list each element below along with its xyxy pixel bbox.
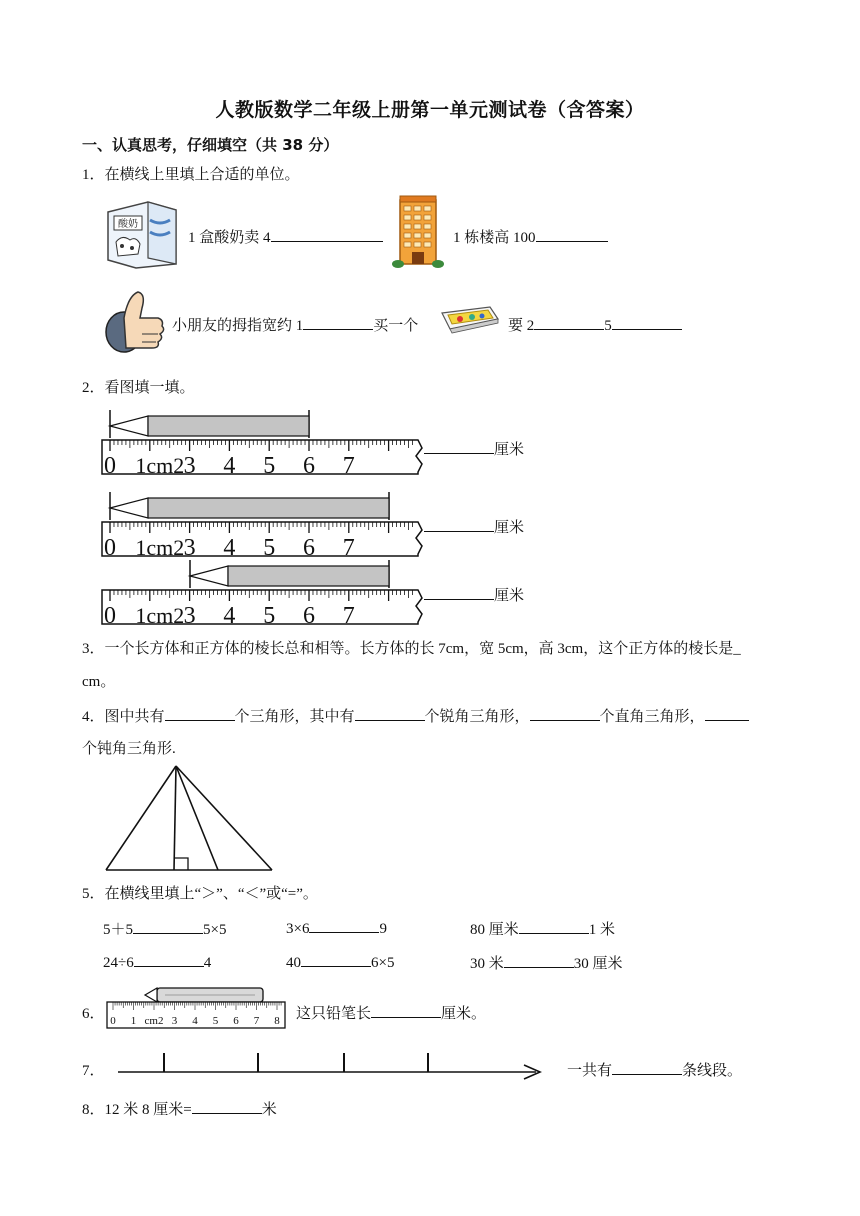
q1-stem: 1．在横线上里填上合适的单位。: [82, 167, 300, 183]
small-ruler-tick-label: 1: [130, 1015, 137, 1027]
triangle-figure: [100, 762, 280, 874]
pencil-case-image: [438, 303, 500, 335]
ruler-tick-label: 5: [263, 453, 276, 479]
ruler1-answer-blank[interactable]: [424, 439, 494, 454]
ruler3-answer-blank[interactable]: [424, 585, 494, 600]
small-ruler-tick-label: 3: [171, 1015, 178, 1027]
q5-blank-3[interactable]: [519, 919, 589, 934]
ruler-tick-label: 4: [223, 535, 236, 561]
q7-number: 7．: [82, 1063, 105, 1079]
q5-item-3: 80 厘米 1 米: [470, 918, 615, 939]
ruler1-unit: 厘米: [494, 442, 525, 458]
q3-line1: 3．一个长方体和正方体的棱长总和相等。长方体的长 7cm，宽 5cm，高 3cm，这个正方体的棱长是_: [82, 641, 741, 657]
q5-blank-5[interactable]: [301, 952, 371, 967]
small-ruler-tick-label: 0: [110, 1015, 116, 1027]
q5-item-6: 30 米 30 厘米: [470, 952, 623, 973]
milk-unit-blank[interactable]: [271, 227, 383, 242]
ruler2-answer-blank[interactable]: [424, 517, 494, 532]
ruler-tick-label: 0: [104, 603, 116, 629]
ruler-tick-label: 6: [303, 603, 315, 629]
q4-part2: 个三角形，其中有: [234, 709, 355, 725]
q6-number: 6．: [82, 1006, 105, 1022]
ruler-tick-label: 6: [303, 535, 315, 561]
q8-answer-blank[interactable]: [192, 1099, 262, 1114]
q4-acute-blank[interactable]: [355, 706, 425, 721]
ruler-tick-label: 1cm2: [135, 535, 185, 560]
ruler-tick-label: 4: [223, 603, 236, 629]
ruler-tick-label: 7: [342, 603, 355, 629]
building-image: [392, 194, 444, 270]
q4-total-blank[interactable]: [165, 706, 235, 721]
q6-answer-blank[interactable]: [371, 1003, 441, 1018]
page-title: 人教版数学二年级上册第一单元测试卷（含答案）: [215, 99, 645, 121]
q8-text-after: 米: [261, 1102, 277, 1118]
price-label: 要 2: [508, 318, 535, 334]
thumb-label: 小朋友的拇指宽约 1: [172, 318, 304, 334]
q5-stem: 5．在横线里填上“＞”、“＜”或“=”。: [82, 886, 318, 902]
q4-part1: 4．图中共有: [82, 709, 165, 725]
line-segments-figure: [116, 1050, 548, 1082]
q5-blank-6[interactable]: [504, 953, 574, 968]
small-ruler-tick-label: cm2: [144, 1015, 164, 1027]
q5-blank-1[interactable]: [133, 919, 203, 934]
ruler3-unit: 厘米: [494, 588, 525, 604]
q5-blank-4[interactable]: [134, 952, 204, 967]
milk-box-label: 酸奶: [118, 219, 138, 230]
small-ruler-tick-label: 6: [233, 1015, 239, 1027]
ruler-tick-label: 5: [263, 535, 276, 561]
building-label: 1 栋楼高 100: [453, 230, 536, 246]
ruler-tick-label: 3: [183, 453, 196, 479]
ruler2-unit: 厘米: [494, 520, 525, 536]
ruler-tick-label: 3: [183, 535, 196, 561]
q5-item-1: 5＋5 5×5: [103, 918, 226, 939]
q4-right-blank[interactable]: [530, 706, 600, 721]
q2-stem: 2．看图填一填。: [82, 380, 195, 396]
ruler-tick-label: 5: [263, 603, 276, 629]
ruler-tick-label: 1cm2: [135, 453, 185, 478]
q4-part4: 个直角三角形，: [599, 709, 705, 725]
q5-item-2: 3×6 9: [286, 918, 387, 938]
q5-blank-2[interactable]: [309, 918, 379, 933]
pencil-ruler-figure: [105, 986, 289, 1030]
ruler-figure-2: [100, 490, 430, 564]
q7-text-after: 条线段。: [682, 1063, 743, 1079]
price-mid: 5: [604, 318, 612, 334]
ruler-tick-label: 7: [342, 535, 355, 561]
q8-text-before: 8．12 米 8 厘米=: [82, 1102, 192, 1118]
q7-answer-blank[interactable]: [612, 1060, 682, 1075]
q4-part3: 个锐角三角形，: [424, 709, 530, 725]
q6-text-after: 厘米。: [441, 1006, 487, 1022]
q5-item-4: 24÷6 4: [103, 952, 211, 972]
ruler-figure-1: [100, 408, 430, 482]
small-ruler-tick-label: 8: [274, 1015, 280, 1027]
section-heading: 一、认真思考，仔细填空（共 38 分）: [82, 136, 339, 154]
buy-label: 买一个: [373, 318, 419, 334]
ruler-tick-label: 7: [342, 453, 355, 479]
ruler-figure-3: [100, 558, 430, 632]
ruler-tick-label: 3: [183, 603, 196, 629]
q7-text-before: 一共有: [567, 1063, 613, 1079]
milk-label: 1 盒酸奶卖 4: [188, 230, 271, 246]
small-ruler-tick-label: 5: [212, 1015, 219, 1027]
q5-item-5: 40 6×5: [286, 952, 394, 972]
q4-line2: 个钝角三角形.: [82, 741, 176, 757]
ruler-tick-label: 1cm2: [135, 603, 185, 628]
price-unit-blank-1[interactable]: [534, 315, 604, 330]
thumb-image: [102, 288, 166, 356]
small-ruler-tick-label: 7: [253, 1015, 260, 1027]
building-unit-blank[interactable]: [536, 227, 608, 242]
q3-line2: cm。: [82, 674, 116, 690]
milk-box-image: [104, 198, 180, 270]
small-ruler-tick-label: 4: [192, 1015, 198, 1027]
ruler-tick-label: 6: [303, 453, 315, 479]
q6-text-before: 这只铅笔长: [296, 1006, 372, 1022]
q4-obtuse-blank[interactable]: [705, 706, 749, 721]
ruler-tick-label: 4: [223, 453, 236, 479]
thumb-unit-blank[interactable]: [303, 315, 373, 330]
price-unit-blank-2[interactable]: [612, 315, 682, 330]
ruler-tick-label: 0: [104, 453, 116, 479]
ruler-tick-label: 0: [104, 535, 116, 561]
